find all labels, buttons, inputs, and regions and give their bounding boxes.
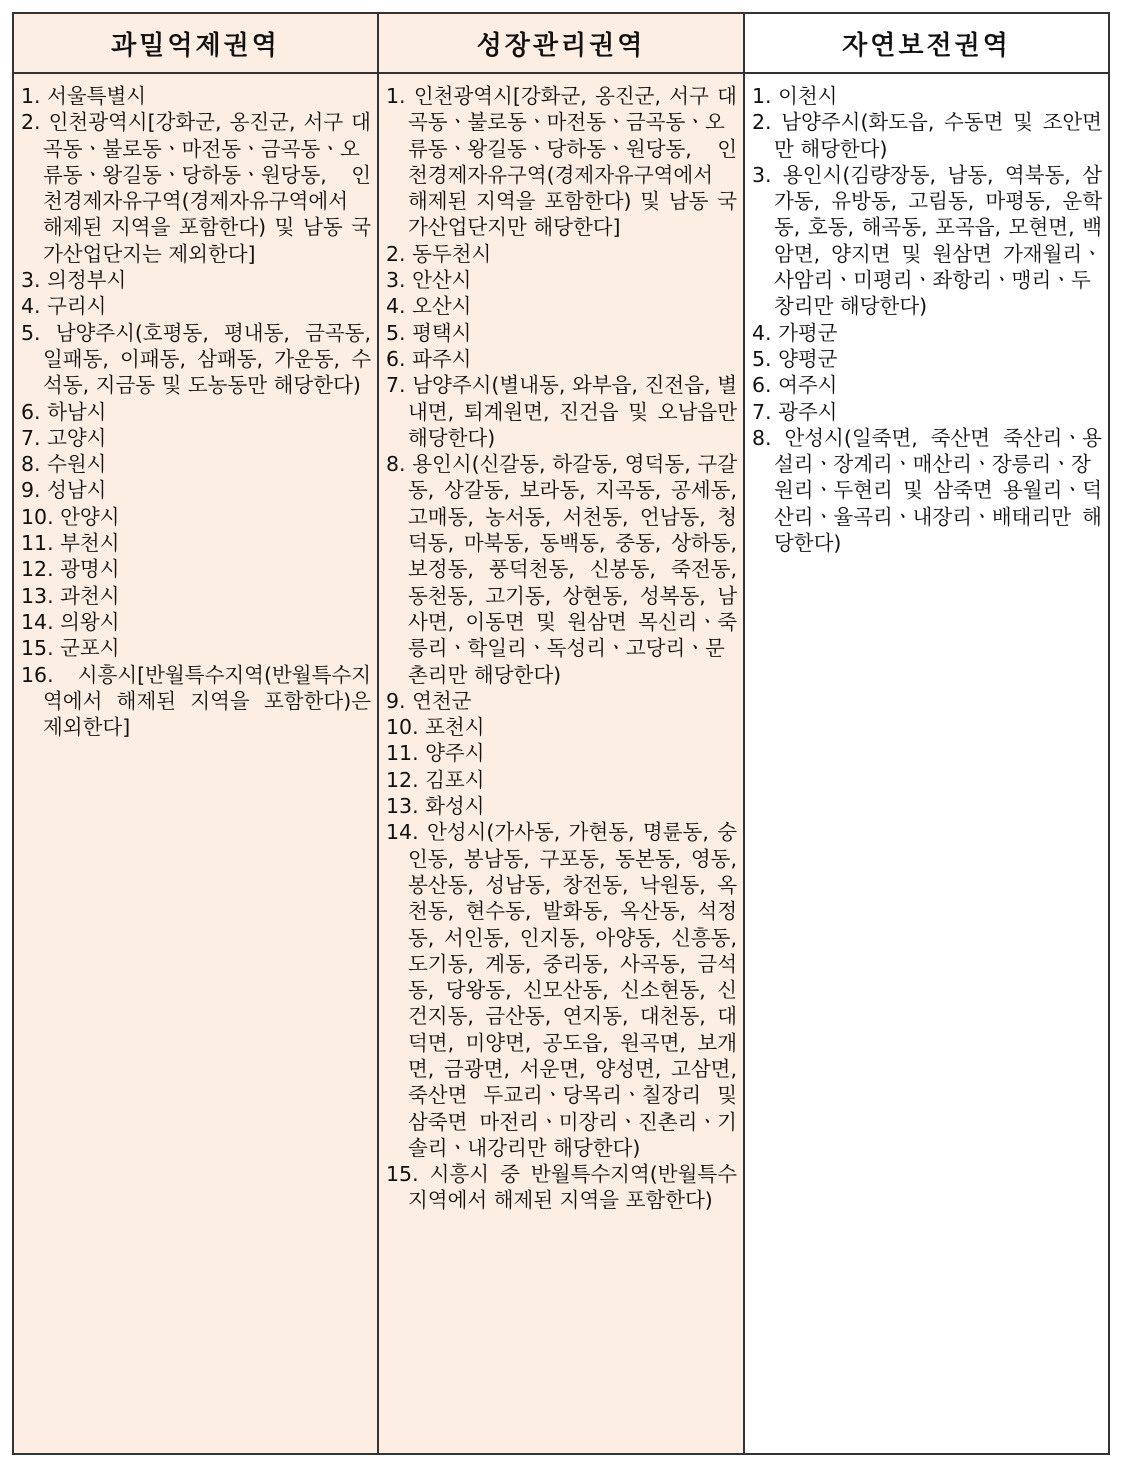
list-item: 14. 안성시(가사동, 가현동, 명륜동, 숭인동, 봉남동, 구포동, 동본동, 영동, 봉산동, 성남동, 창전동, 낙원동, 옥천동, 현수동, 발화동, 옥산동, 석정동, 서인동, 인지동, 아양동, 신흥동, 도기동, 계동, 중리동, 사곡동, 금석동, 당왕동, 신모산동, 신소현동, 신건지동, 금산동, 연지동, 대천동, 대덕면, 미양면, 공도읍, 원곡면, 보개면, 금광면, 서운면, 양성면, 고삼면, 죽산면 두교리ㆍ당목리ㆍ칠장리 및 삼죽면 마전리ㆍ미장리ㆍ진촌리ㆍ기솔리ㆍ내강리만 해당한다) — [386, 820, 737, 1160]
list-item: 8. 용인시(신갈동, 하갈동, 영덕동, 구갈동, 상갈동, 보라동, 지곡동, 공세동, 고매동, 농서동, 서천동, 언남동, 청덕동, 마북동, 동백동, 중동, 상하동, 보정동, 풍덕천동, 신봉동, 죽전동, 동천동, 고기동, 상현동, 성복동, 남사면, 이동면 및 원삼면 목신리ㆍ죽릉리ㆍ학일리ㆍ독성리ㆍ고당리ㆍ문촌리만 해당한다) — [386, 452, 737, 687]
list-item: 2. 동두천시 — [386, 241, 492, 266]
list-item: 12. 광명시 — [21, 557, 120, 582]
list-item: 13. 화성시 — [386, 794, 485, 819]
list-item: 5. 양평군 — [752, 346, 838, 371]
list-item: 3. 용인시(김량장동, 남동, 역북동, 삼가동, 유방동, 고림동, 마평동, 운학동, 호동, 해곡동, 포곡읍, 모현면, 백암면, 양지면 및 원삼면 가재월리ㆍ사암리ㆍ미평리ㆍ좌항리ㆍ맹리ㆍ두창리만 해당한다) — [752, 162, 1102, 319]
list-item: 1. 인천광역시[강화군, 옹진군, 서구 대곡동ㆍ불로동ㆍ마전동ㆍ금곡동ㆍ오류동ㆍ왕길동ㆍ당하동ㆍ원당동, 인천경제자유구역(경제자유구역에서 해제된 지역을 포함한다) 및 남동 국가산업단지만 해당한다] — [386, 84, 737, 240]
list-item: 5. 남양주시(호평동, 평내동, 금곡동, 일패동, 이패동, 삼패동, 가운동, 수석동, 지금동 및 도농동만 해당한다) — [21, 320, 371, 398]
header-overcrowding-zone: 과밀억제권역 — [14, 14, 379, 74]
column-nature-conservation-zone — [745, 74, 1108, 1453]
list-item: 10. 포천시 — [386, 715, 485, 740]
list-item: 1. 이천시 — [752, 84, 838, 108]
list-item: 4. 오산시 — [386, 294, 472, 319]
list-item: 6. 하남시 — [21, 399, 107, 424]
list-item: 5. 평택시 — [386, 320, 472, 345]
list-item: 11. 부천시 — [21, 531, 120, 556]
header-nature-conservation-zone: 자연보전권역 — [745, 14, 1108, 74]
list-item: 15. 시흥시 중 반월특수지역(반월특수지역에서 해제된 지역을 포함한다) — [386, 1162, 737, 1213]
list-item: 3. 의정부시 — [21, 268, 127, 293]
list-item: 16. 시흥시[반월특수지역(반월특수지역에서 해제된 지역을 포함한다)은 제외한다] — [21, 662, 371, 740]
list-item: 7. 광주시 — [752, 399, 838, 424]
list-item: 14. 의왕시 — [21, 609, 120, 634]
list-item: 9. 연천군 — [386, 688, 472, 713]
list-item: 9. 성남시 — [21, 478, 107, 503]
list-item: 2. 남양주시(화도읍, 수동면 및 조안면만 해당한다) — [752, 110, 1102, 161]
list-item: 11. 양주시 — [386, 741, 485, 766]
list-item: 6. 여주시 — [752, 373, 838, 398]
list-item: 15. 군포시 — [21, 636, 120, 661]
list-item: 4. 구리시 — [21, 294, 107, 319]
list-item: 13. 과천시 — [21, 583, 120, 608]
list-item: 4. 가평군 — [752, 320, 838, 345]
header-growth-management-zone: 성장관리권역 — [379, 14, 745, 74]
zone-table — [12, 12, 1110, 1455]
list-item: 2. 인천광역시[강화군, 옹진군, 서구 대곡동ㆍ불로동ㆍ마전동ㆍ금곡동ㆍ오류동ㆍ왕길동ㆍ당하동ㆍ원당동, 인천경제자유구역(경제자유구역에서 해제된 지역을 포함한다) 및 남동 국가산업단지는 제외한다] — [21, 110, 371, 266]
column-growth-management-zone — [379, 74, 745, 1453]
list-item: 8. 수원시 — [21, 452, 107, 477]
column-overcrowding-zone — [14, 74, 379, 1453]
list-item: 7. 남양주시(별내동, 와부읍, 진전읍, 별내면, 퇴계원면, 진건읍 및 오남읍만 해당한다) — [386, 373, 737, 450]
list-item: 1. 서울특별시 — [21, 84, 147, 108]
list-item: 10. 안양시 — [21, 504, 120, 529]
list-item: 3. 안산시 — [386, 268, 472, 293]
list-item: 7. 고양시 — [21, 425, 107, 450]
list-item: 6. 파주시 — [386, 346, 472, 371]
list-item: 12. 김포시 — [386, 767, 485, 792]
list-item: 8. 안성시(일죽면, 죽산면 죽산리ㆍ용설리ㆍ장계리ㆍ매산리ㆍ장릉리ㆍ장원리ㆍ두현리 및 삼죽면 용월리ㆍ덕산리ㆍ율곡리ㆍ내장리ㆍ배태리만 해당한다) — [752, 425, 1102, 556]
